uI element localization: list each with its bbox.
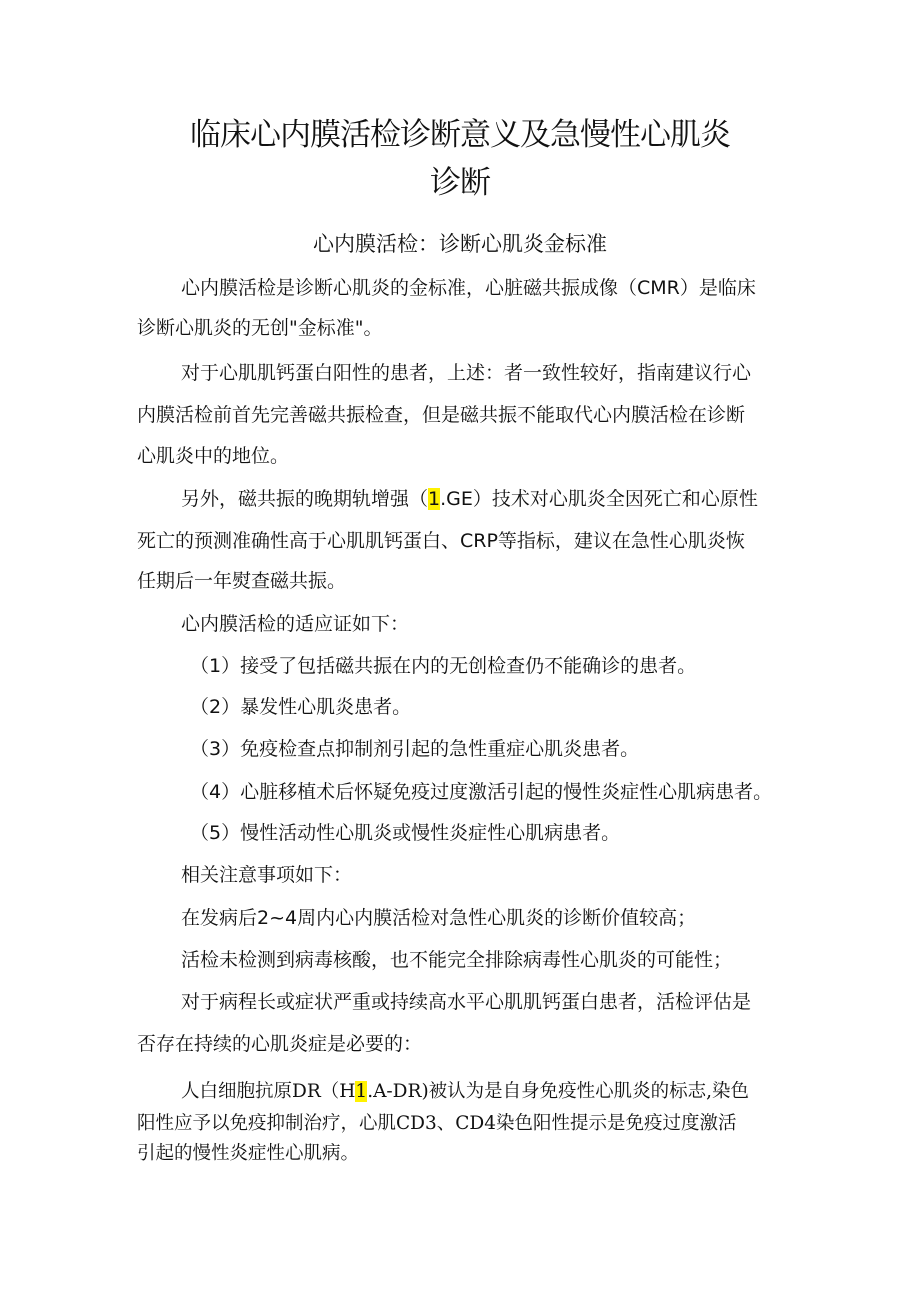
- final-paragraph-line-3: 引起的慢性炎症性心肌病。: [137, 1143, 360, 1164]
- note-3-line-2: 否存在持续的心肌炎症是必要的：: [137, 1033, 423, 1055]
- highlighted-text: 1: [355, 1081, 368, 1102]
- paragraph-1-line-1: 心内膜活检是诊断心肌炎的金标准，心脏磁共振成像（CMR）是临床: [181, 277, 756, 299]
- highlighted-text: 1: [428, 488, 441, 510]
- paragraph-3-line-3: 任期后一年熨查磁共振。: [137, 570, 347, 592]
- indication-item-4: （4）心脏移植术后怀疑免疫过度激活引起的慢性炎症性心肌病患者。: [190, 781, 773, 803]
- indications-heading: 心内膜活检的适应证如下：: [181, 613, 410, 635]
- paragraph-3-text-b: .GE）技术对心肌炎全因死亡和心原性: [440, 488, 758, 510]
- indication-item-2: （2）暴发性心肌炎患者。: [190, 696, 412, 718]
- paragraph-3-text-a: 另外，磁共振的晚期轨增强（: [181, 488, 429, 510]
- paragraph-2-line-1: 对于心肌肌钙蛋白阳性的患者，上述：者一致性较好，指南建议行心: [181, 362, 752, 384]
- paragraph-3-line-2: 死亡的预测准确性高于心肌肌钙蛋白、CRP等指标，建议在急性心肌炎恢: [137, 530, 745, 552]
- indication-item-1: （1）接受了包括磁共振在内的无创检查仍不能确诊的患者。: [190, 655, 697, 677]
- section-subtitle: 心内膜活检：诊断心肌炎金标准: [313, 232, 607, 256]
- notes-heading: 相关注意事项如下：: [181, 864, 353, 886]
- document-title-line-2: 诊断: [430, 165, 490, 201]
- paragraph-3-line-1: [181, 485, 758, 513]
- paragraph-2-line-3: 心肌炎中的地位。: [137, 445, 290, 467]
- note-1: 在发病后2~4周内心内膜活检对急性心肌炎的诊断价值较高；: [181, 907, 697, 929]
- paragraph-2-line-2: 内膜活检前首先完善磁共振检查，但是磁共振不能取代心内膜活检在诊断: [137, 404, 746, 426]
- final-paragraph-line-2: 阳性应予以免疫抑制治疗，心肌CD3、CD4染色阳性提示是免疫过度激活: [137, 1113, 737, 1134]
- note-2: 活检未检测到病毒核酸，也不能完全排除病毒性心肌炎的可能性；: [181, 949, 733, 971]
- note-3-line-1: 对于病程长或症状严重或持续高水平心肌肌钙蛋白患者，活检评估是: [181, 991, 752, 1013]
- indication-item-3: （3）免疫检查点抑制剂引起的急性重症心肌炎患者。: [190, 738, 640, 760]
- final-paragraph-text-a: 人白细胞抗原DR（H: [181, 1081, 356, 1102]
- final-paragraph-line-1: [181, 1078, 749, 1106]
- indication-item-5: （5）慢性活动性心肌炎或慢性炎症性心肌病患者。: [190, 822, 621, 844]
- document-title-line-1: 临床心内膜活检诊断意义及急慢性心肌炎: [190, 117, 730, 153]
- final-paragraph-text-b: .A-DR)被认为是自身免疫性心肌炎的标志,染色: [367, 1081, 750, 1102]
- paragraph-1-line-2: 诊断心肌炎的无创"金标准"。: [137, 317, 383, 339]
